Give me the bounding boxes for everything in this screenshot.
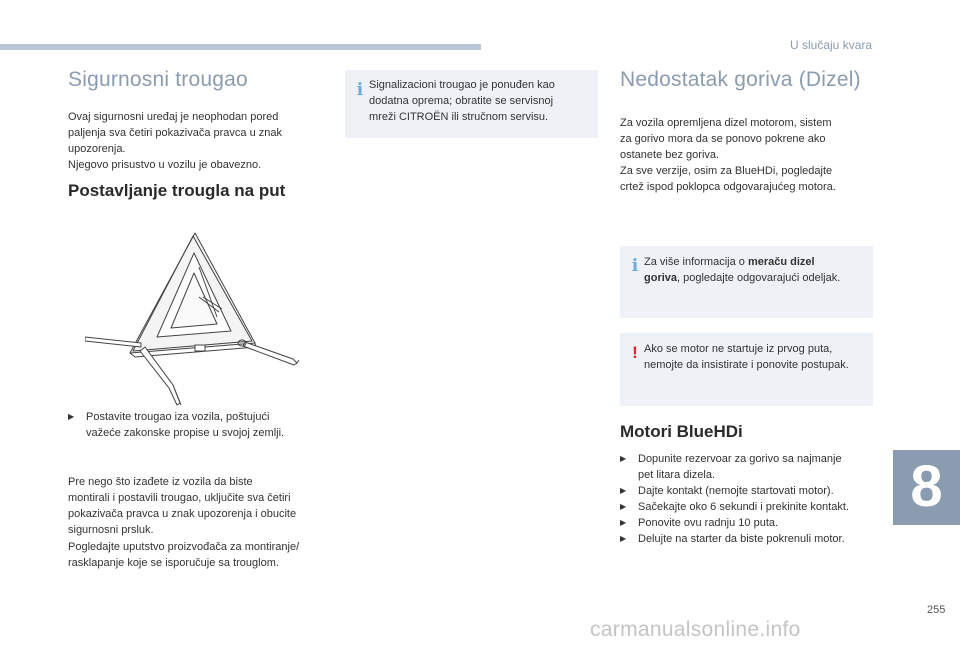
step-item: ▶ Dopunite rezervoar za gorivo sa najmanje pet litara dizela. xyxy=(620,453,842,481)
diesel-gauge-link-text: meraču dizel goriva xyxy=(644,256,815,284)
triangle-intro: Ovaj sigurnosni uređaj je neophodan pored paljenja sva četiri pokazivača pravca u znak upozorenja. Njegovo prisustvo u vozilu je obavezno. xyxy=(68,111,283,171)
warning-icon: ! xyxy=(632,343,638,362)
fuel-intro: Za vozila opremljena dizel motorom, sistem za gorivo mora da se ponovo pokrene ako ostanete bez goriva. Za sve verzije, osim za BlueHDi, pogledajte crtež ispod poklopca odgovarajućeg motora. xyxy=(620,117,836,193)
info-icon: i xyxy=(631,256,639,276)
manufacturer-instructions-paragraph: Pogledajte uputstvo proizvođača za montiranje/ rasklapanje koje se isporučuje sa trouglom. xyxy=(68,541,300,569)
page-number: 255 xyxy=(927,604,946,616)
chapter-tab xyxy=(893,450,960,525)
bullet-arrow-icon: ▶ xyxy=(620,486,627,495)
step-item: ▶ Ponovite ovu radnju 10 puta. xyxy=(620,517,779,529)
step-item: ▶ Dajte kontakt (nemojte startovati motor). xyxy=(620,485,834,497)
watermark: carmanualsonline.info xyxy=(590,618,801,641)
bullet-arrow-icon: ▶ xyxy=(620,534,627,543)
subtitle-bluehdi: Motori BlueHDi xyxy=(620,422,743,441)
section-title-fuel: Nedostatak goriva (Dizel) xyxy=(620,68,861,91)
optional-equipment-note: i Signalizacioni trougao je ponuđen kao dodatna oprema; obratite se servisnoj mreži CITROËN ili stručnom servisu. xyxy=(345,70,598,138)
safety-vest-paragraph: Pre nego što izađete iz vozila da biste montirali i postavili trougao, uključite sva četiri pokazivača pravca u znak upozorenja i obucite sigurnosni prsluk. xyxy=(68,476,297,536)
step-item: ▶ Delujte na starter da biste pokrenuli motor. xyxy=(620,533,845,545)
chapter-number: 8 xyxy=(910,454,943,519)
warning-triangle-illustration xyxy=(85,225,315,410)
step-item: ▶ Sačekajte oko 6 sekundi i prekinite kontakt. xyxy=(620,501,849,513)
info-icon: i xyxy=(356,80,364,100)
bullet-arrow-icon: ▶ xyxy=(68,412,75,421)
subtitle-placing-triangle: Postavljanje trougla na put xyxy=(68,181,286,200)
bullet-arrow-icon: ▶ xyxy=(620,454,627,463)
engine-start-warning-note: ! Ako se motor ne startuje iz prvog puta, nemojte da insistirate i ponovite postupak. xyxy=(620,333,873,406)
bullet-arrow-icon: ▶ xyxy=(620,518,627,527)
bullet-arrow-icon: ▶ xyxy=(620,502,627,511)
place-triangle-instruction: ▶ Postavite trougao iza vozila, poštujući važeće zakonske propise u svojoj zemlji. xyxy=(68,411,285,439)
header-bar xyxy=(0,44,481,50)
diesel-gauge-info-note: i Za više informacija o meraču dizel goriva, pogledajte odgovarajući odeljak. xyxy=(620,246,873,318)
chapter-title: U slučaju kvara xyxy=(790,38,873,52)
section-title-triangle: Sigurnosni trougao xyxy=(68,68,248,91)
